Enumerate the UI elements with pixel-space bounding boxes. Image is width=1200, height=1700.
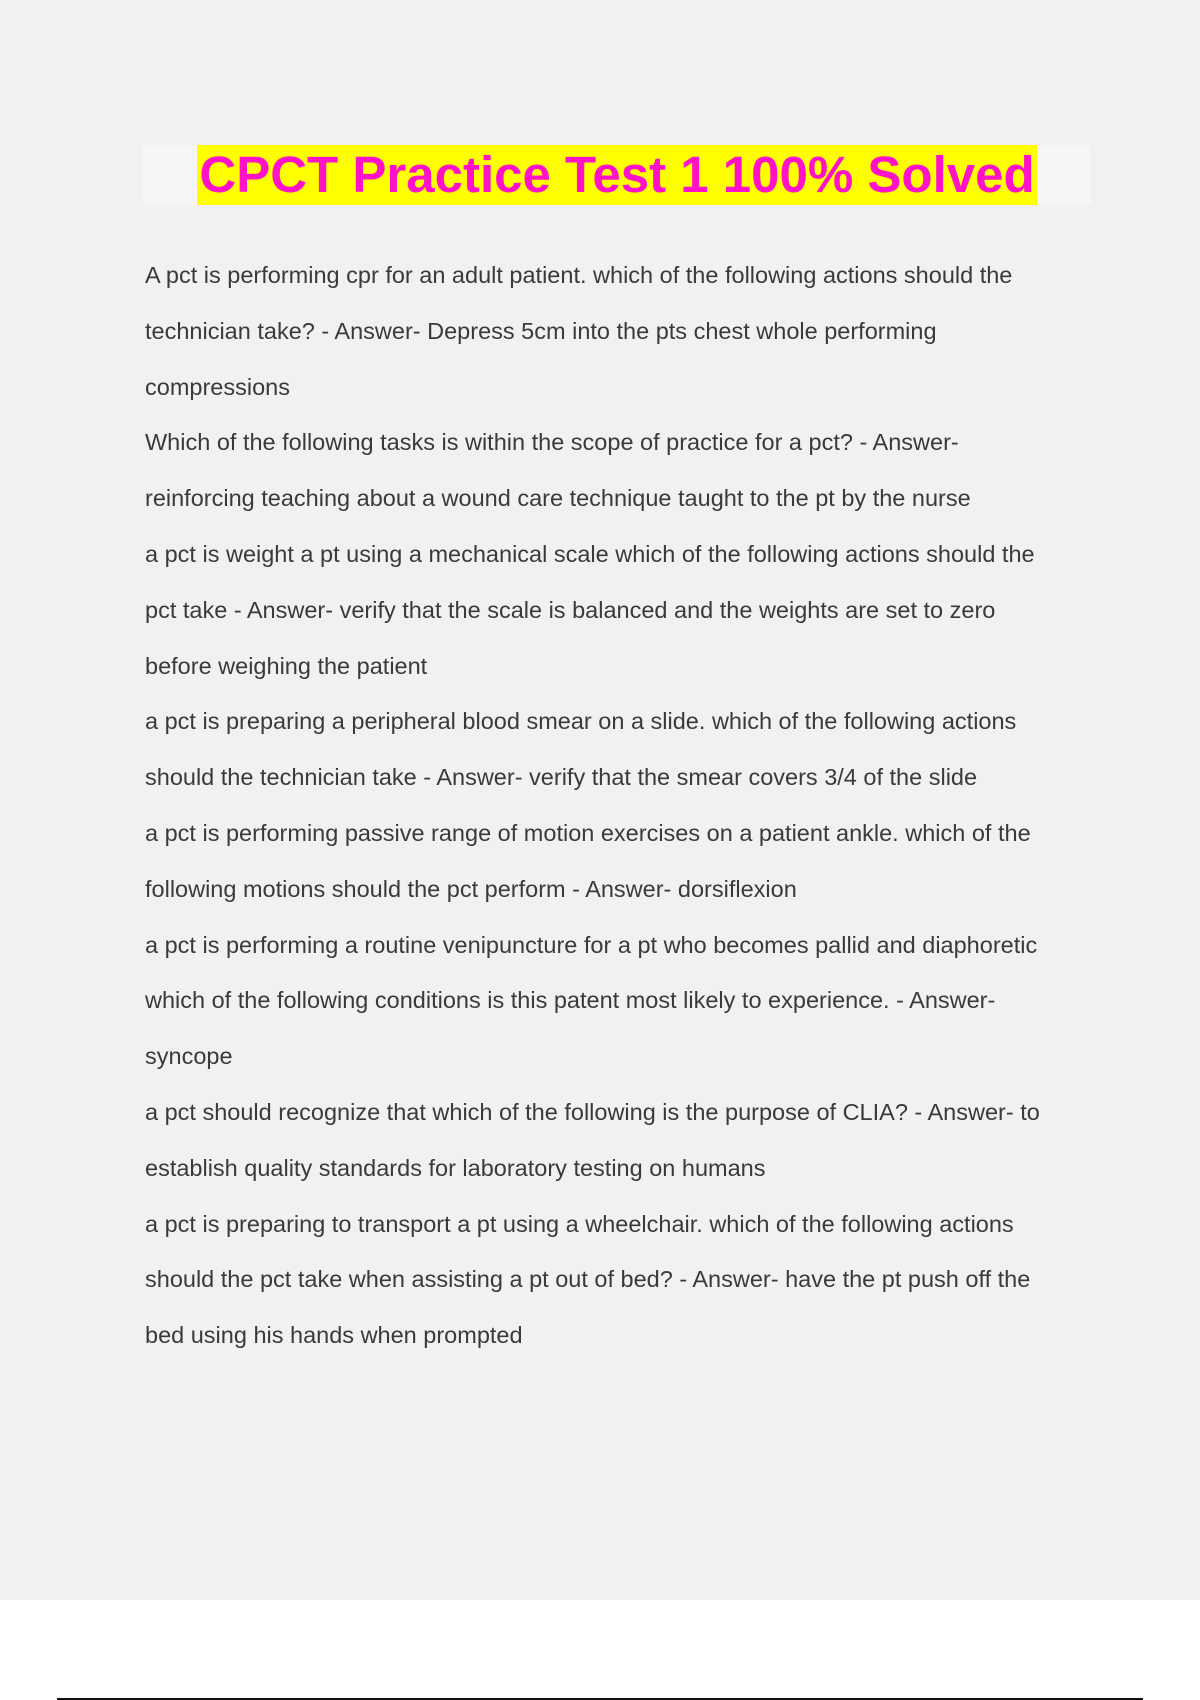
text-line: a pct is preparing a peripheral blood smear on a slide. which of the following actions: [145, 708, 1017, 735]
text-line: establish quality standards for laboratory testing on humans: [145, 1154, 766, 1181]
text-line: A pct is performing cpr for an adult patient. which of the following actions should the: [145, 262, 1013, 288]
text-line: a pct is performing passive range of motion exercises on a patient ankle. which of the: [145, 819, 1031, 846]
text-line: bed using his hands when prompted: [145, 1322, 523, 1349]
text-line: a pct is weight a pt using a mechanical scale which of the following actions should the: [145, 540, 1035, 567]
text-line: which of the following conditions is this patent most likely to experience. - Answer-: [145, 987, 996, 1014]
text-line: a pct is performing a routine venipuncture for a pt who becomes pallid and diaphoretic: [145, 931, 1038, 958]
text-line: should the technician take - Answer- verify that the smear covers 3/4 of the slide: [145, 764, 978, 791]
text-line: should the pct take when assisting a pt out of bed? - Answer- have the pt push off the: [145, 1266, 1031, 1293]
text-line: pct take - Answer- verify that the scale is balanced and the weights are set to zero: [145, 596, 996, 623]
text-line: compressions: [145, 373, 290, 400]
text-line: following motions should the pct perform - Answer- dorsiflexion: [145, 875, 797, 902]
text-line: a pct should recognize that which of the following is the purpose of CLIA? - Answer- to: [145, 1098, 1040, 1125]
text-line: a pct is preparing to transport a pt using a wheelchair. which of the following actions: [145, 1210, 1014, 1237]
text-line: syncope: [145, 1043, 233, 1070]
text-line: Which of the following tasks is within the scope of practice for a pct? - Answer-: [145, 429, 959, 456]
text-line: before weighing the patient: [145, 652, 428, 679]
text-line: technician take? - Answer- Depress 5cm into the pts chest whole performing: [145, 317, 937, 344]
question-answer-list: [145, 247, 1085, 1363]
page-title: CPCT Practice Test 1 100% Solved: [199, 146, 1035, 203]
title-band: [143, 145, 1091, 205]
text-line: reinforcing teaching about a wound care technique taught to the pt by the nurse: [145, 485, 971, 512]
